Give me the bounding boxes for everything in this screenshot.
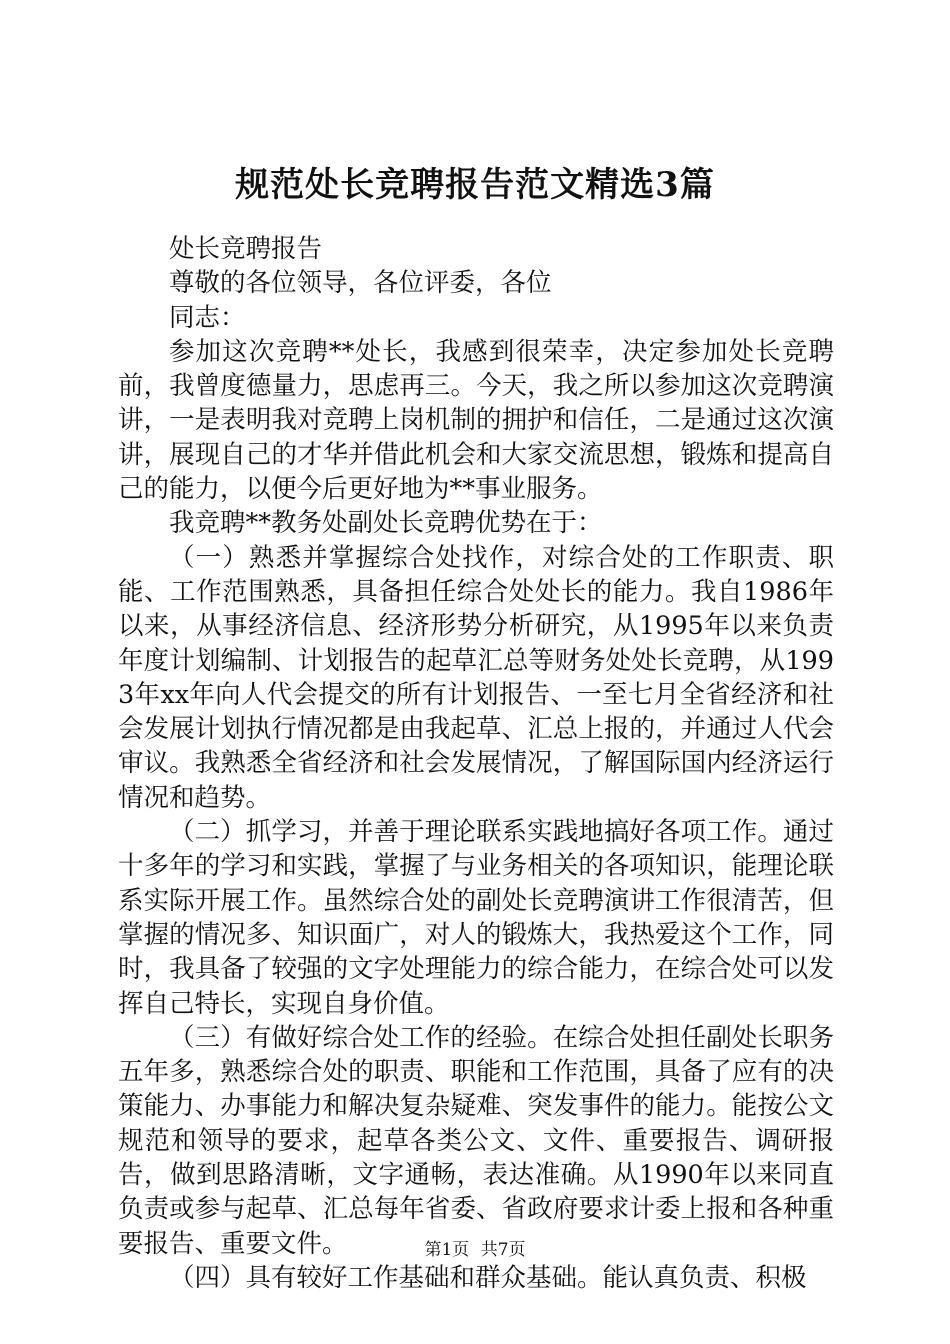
- document-title: 规范处长竞聘报告范文精选3篇: [235, 165, 715, 205]
- paragraph-heading: 处长竞聘报告: [169, 234, 323, 264]
- paragraph-intro: 参加这次竞聘**处长，我感到很荣幸，决定参加处长竞聘前，我曾度德量力，思虑再三。今天，我之所以参加这次竞聘演讲，一是表明我对竞聘上岗机制的拥护和信任，二是通过这次演讲，展现自己的才华并借此机会和大家交流思想，锻炼和提高自己的能力，以便今后更好地为**事业服务。: [118, 336, 834, 505]
- paragraph-salutation-cont: 同志：: [169, 302, 246, 333]
- paragraph-advantages-lead: 我竞聘**教务处副处长竞聘优势在于：: [169, 508, 603, 539]
- page-total: 共7页: [480, 1240, 526, 1260]
- page-footer: [0, 1238, 950, 1262]
- page-number: 第1页: [424, 1240, 470, 1260]
- paragraph-point-4: （四）具有较好工作基础和群众基础。能认真负责、积极: [169, 1262, 807, 1293]
- document-body: [118, 232, 834, 1295]
- paragraph-salutation: 尊敬的各位领导，各位评委，各位: [169, 268, 552, 299]
- paragraph-point-3: （三）有做好综合处工作的经验。在综合处担任副处长职务五年多，熟悉综合处的职责、职能和工作范围，具备了应有的决策能力、办事能力和解决复杂疑难、突发事件的能力。能按公文规范和领导的要求，起草各类公文、文件、重要报告、调研报告，做到思路清晰，文字通畅，表达准确。从1990年以来同直负责或参与起草、汇总每年省委、省政府要求计委上报和各种重要报告、重要文件。: [118, 1022, 834, 1259]
- paragraph-point-2: （二）抓学习，并善于理论联系实践地搞好各项工作。通过十多年的学习和实践，掌握了与业务相关的各项知识，能理论联系实际开展工作。虽然综合处的副处长竞聘演讲工作很清苦，但掌握的情况多、知识面广，对人的锻炼大，我热爱这个工作，同时，我具备了较强的文字处理能力的综合能力，在综合处可以发挥自己特长，实现自身价值。: [118, 817, 834, 1019]
- paragraph-point-1: （一）熟悉并掌握综合处找作，对综合处的工作职责、职能、工作范围熟悉，具备担任综合处处长的能力。我自1986年以来，从事经济信息、经济形势分析研究，从1995年以来负责年度计划编制、计划报告的起草汇总等财务处处长竞聘，从1993年xx年向人代会提交的所有计划报告、一至七月全省经济和社会发展计划执行情况都是由我起草、汇总上报的，并通过人代会审议。我熟悉全省经济和社会发展情况，了解国际国内经济运行情况和趋势。: [118, 542, 834, 813]
